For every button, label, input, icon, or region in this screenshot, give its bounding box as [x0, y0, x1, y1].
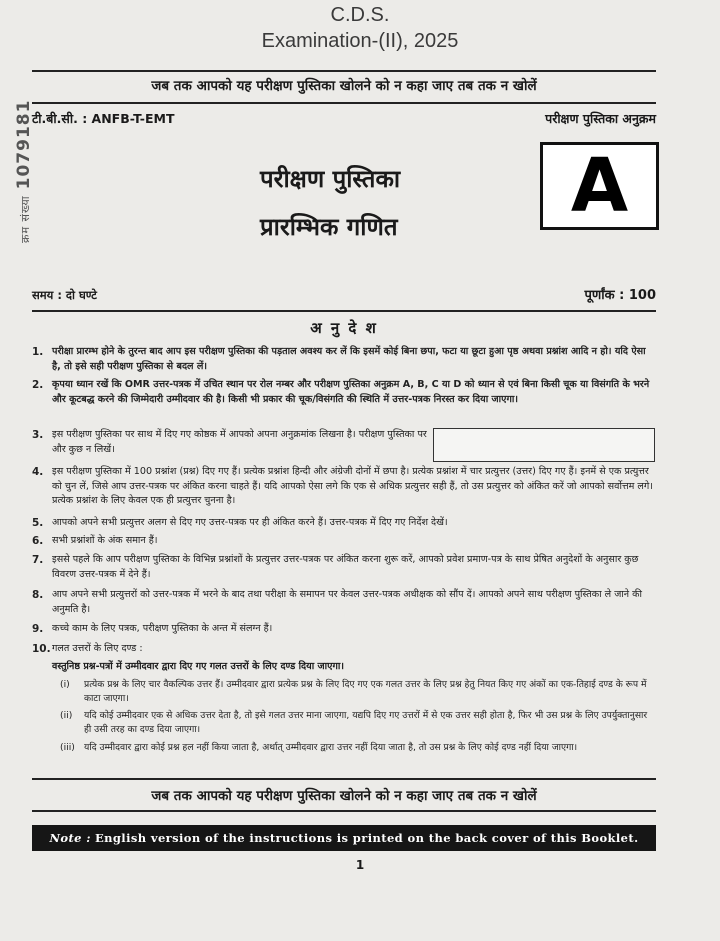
instruction-number: 6. [32, 535, 44, 547]
handwritten-exam-line2: Examination-(II), 2025 [261, 30, 459, 52]
roll-number-box[interactable] [433, 428, 655, 462]
penalty-intro: वस्तुनिष्ठ प्रश्न-पत्रों में उम्मीदवार द्वारा दिए गए गलत उत्तरों के लिए दण्ड दिया जाएगा। [52, 661, 344, 672]
serial-label: क्रम संख्या [19, 195, 32, 243]
instruction-text: इससे पहले कि आप परीक्षण पुस्तिका के विभिन्न प्रश्नांशों के प्रत्युत्तर उत्तर-पत्रक पर अंकित करना शुरू करें, आपको प्रवेश प्रमाण-पत्र के साथ प्रेषित अनुदेशों के अनुसार कुछ विवरण उत्तर-पत्रक में देने हैं। [52, 554, 639, 580]
serial-value: 1079181 [14, 99, 34, 190]
instruction-text: इस परीक्षण पुस्तिका पर साथ में दिए गए कोष्ठक में आपको अपना अनुक्रमांक लिखना है। परीक्षण पुस्तिका पर और कुछ न लिखें। [52, 429, 427, 455]
page-number: 1 [355, 858, 365, 872]
handwritten-exam-line1: C.D.S. [330, 4, 390, 26]
instruction-item [32, 345, 656, 374]
subject-title: प्रारम्भिक गणित [260, 213, 398, 241]
instruction-number: 8. [32, 589, 44, 601]
instruction-item [32, 516, 656, 531]
tbc-label: टी.बी.सी. : ANFB-T-EMT [32, 111, 175, 126]
instruction-number: 5. [32, 517, 44, 529]
penalty-item [60, 678, 656, 706]
instruction-number: 3. [32, 429, 44, 441]
instruction-text: गलत उत्तरों के लिए दण्ड : [52, 643, 143, 654]
divider [32, 778, 656, 780]
instruction-number: 2. [32, 379, 44, 391]
instruction-item [32, 642, 656, 657]
penalty-number: (ii) [60, 710, 73, 721]
penalty-text: यदि कोई उम्मीदवार एक से अधिक उत्तर देता है, तो इसे गलत उत्तर माना जाएगा, यद्यपि दिए गए उत्तरों में से एक उत्तर सही होता है, फिर भी उस प्रश्न के लिए उपर्युक्तानुसार ही उसी तरह का दण्ड दिया जाएगा। [84, 710, 648, 735]
instruction-text: आपको अपने सभी प्रत्युत्तर अलग से दिए गए उत्तर-पत्रक पर ही अंकित करने हैं। उत्तर-पत्रक में दिए गए निर्देश देखें। [52, 517, 448, 528]
penalty-text: प्रत्येक प्रश्न के लिए चार वैकल्पिक उत्तर हैं। उम्मीदवार द्वारा प्रत्येक प्रश्न के लिए दिए गए एक गलत उत्तर के लिए प्रश्न हेतु नियत किए गए अंकों का एक-तिहाई दण्ड के रूप में काटा जाएगा। [84, 679, 647, 704]
instruction-text: कृपया ध्यान रखें कि OMR उत्तर-पत्रक में उचित स्थान पर रोल नम्बर और परीक्षण पुस्तिका अनुक्रम A, B, C या D को ध्यान से एवं बिना किसी चूक या विसंगति के भरने और कूटबद्ध करने की जिम्मेदारी उम्मीदवार की है। किसी भी प्रकार की चूक/विसंगति की स्थिति में उत्तर-पत्रक निरस्त कर दिया जाएगा। [52, 379, 650, 405]
instruction-text: कच्चे काम के लिए पत्रक, परीक्षण पुस्तिका के अन्त में संलग्न हैं। [52, 623, 273, 634]
bottom-warning: जब तक आपको यह परीक्षण पुस्तिका खोलने को न कहा जाए तब तक न खोलें [151, 788, 537, 804]
instruction-item [32, 534, 656, 549]
max-marks: पूर्णांक : 100 [584, 288, 656, 303]
instruction-number: 7. [32, 554, 44, 566]
instruction-text: परीक्षा प्रारम्भ होने के तुरन्त बाद आप इस परीक्षण पुस्तिका की पड़ताल अवश्य कर लें कि इसमें कोई बिना छपा, फटा या छूटा हुआ पृष्ठ अथवा प्रश्नांश आदि न हो। यदि ऐसा है, तो इसे सही परीक्षण पुस्तिका से बदल लें। [52, 346, 646, 372]
note-text: English version of the instructions is printed on the back cover of this Booklet. [94, 831, 639, 845]
note-label: Note : [49, 831, 91, 845]
divider [32, 102, 656, 104]
divider [32, 70, 656, 72]
instruction-item [32, 553, 656, 582]
instruction-number: 1. [32, 346, 44, 358]
instruction-text: इस परीक्षण पुस्तिका में 100 प्रश्नांश (प्रश्न) दिए गए हैं। प्रत्येक प्रश्नांश हिन्दी और अंग्रेजी दोनों में छपा है। प्रत्येक प्रश्नांश में चार प्रत्युत्तर (उत्तर) दिए गए हैं। इनमें से एक प्रत्युत्तर को चुन लें, जिसे आप उत्तर-पत्रक पर अंकित करना चाहते हैं। यदि आपको ऐसा लगे कि एक से अधिक प्रत्युत्तर सही हैं, तो उस प्रत्युत्तर को अंकित करें जो आपको सर्वोत्तम लगे। प्रत्येक प्रश्नांश के लिए केवल एक ही प्रत्युत्तर चुनना है। [52, 466, 653, 506]
instruction-item [32, 465, 656, 509]
penalty-number: (iii) [60, 742, 75, 753]
top-warning: जब तक आपको यह परीक्षण पुस्तिका खोलने को न कहा जाए तब तक न खोलें [151, 78, 537, 94]
note-bar [32, 825, 656, 851]
penalty-item [60, 709, 656, 737]
instructions-heading: अ नु दे श [310, 319, 378, 337]
instruction-text: सभी प्रश्नांशों के अंक समान हैं। [52, 535, 158, 546]
instruction-text: आप अपने सभी प्रत्युत्तरों को उत्तर-पत्रक में भरने के बाद तथा परीक्षा के समापन पर केवल उत्तर-पत्रक अधीक्षक को सौंप दें। आपको अपने साथ परीक्षण पुस्तिका ले जाने की अनुमति है। [52, 589, 643, 615]
series-label: परीक्षण पुस्तिका अनुक्रम [545, 111, 656, 126]
divider [32, 310, 656, 312]
instruction-item [32, 428, 427, 457]
penalty-text: यदि उम्मीदवार द्वारा कोई प्रश्न हल नहीं किया जाता है, अर्थात् उम्मीदवार द्वारा उत्तर नहीं दिया जाता है, तो उस प्रश्न के लिए कोई दण्ड नहीं दिया जाएगा। [84, 742, 578, 753]
instruction-number: 10. [32, 643, 51, 655]
penalty-number: (i) [60, 679, 70, 690]
instruction-number: 9. [32, 623, 44, 635]
booklet-title: परीक्षण पुस्तिका [260, 165, 401, 193]
time-label: समय : दो घण्टे [32, 288, 97, 302]
serial-number [14, 99, 36, 243]
instruction-item [32, 622, 656, 637]
instruction-number: 4. [32, 466, 44, 478]
penalty-item [60, 741, 656, 755]
instruction-item [32, 378, 656, 407]
series-code: A [570, 143, 629, 229]
series-code-box [540, 142, 659, 230]
divider [32, 810, 656, 812]
instruction-item [32, 588, 656, 617]
